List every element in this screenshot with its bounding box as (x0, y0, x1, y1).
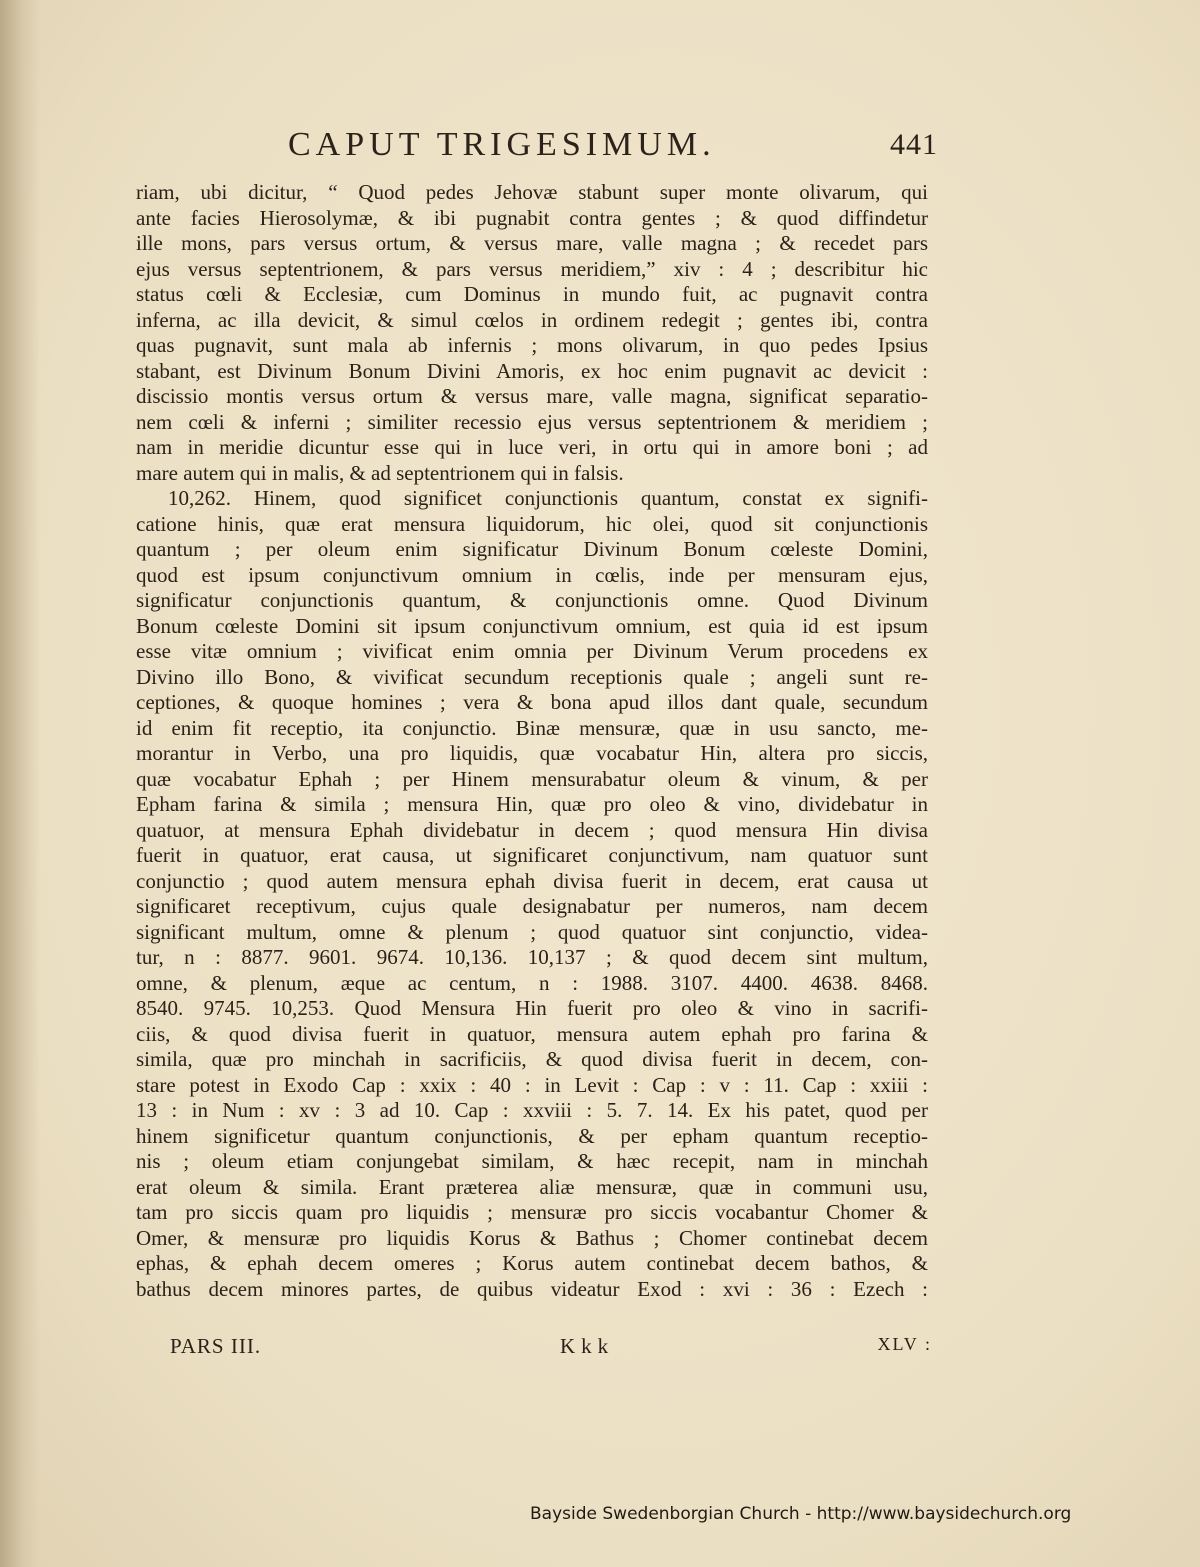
text-line: quatuor, at mensura Ephah dividebatur in decem ; quod mensura Hin divisa (136, 817, 928, 842)
page-number: 441 (890, 128, 938, 161)
text-line: omne, & plenum, æque ac centum, n : 1988. 3107. 4400. 4638. 8468. (136, 970, 928, 995)
text-line: 13 : in Num : xv : 3 ad 10. Cap : xxviii : 5. 7. 14. Ex his patet, quod per (136, 1098, 928, 1122)
text-line: ejus versus septentrionem, & pars versus meridiem,” xiv : 4 ; describitur hic (136, 256, 928, 281)
page-footer (170, 1334, 932, 1364)
text-line: discissio montis versus ortum & versus mare, valle magna, significat separatio- (136, 384, 928, 408)
text-line: tur, n : 8877. 9601. 9674. 10,136. 10,137 ; & quod decem sint multum, (136, 945, 928, 969)
text-line: quæ vocabatur Ephah ; per Hinem mensurabatur oleum & vinum, & per (136, 766, 928, 791)
text-line: riam, ubi dicitur, “ Quod pedes Jehovæ stabunt super monte olivarum, qui (136, 180, 928, 204)
text-line: morantur in Verbo, una pro liquidis, quæ vocabatur Hin, altera pro siccis, (136, 741, 928, 765)
text-line: status cœli & Ecclesiæ, cum Dominus in mundo fuit, ac pugnavit contra (136, 282, 928, 306)
text-line: hinem significetur quantum conjunctionis, & per epham quantum receptio- (136, 1123, 928, 1148)
text-line: bathus decem minores partes, de quibus videatur Exod : xvi : 36 : Ezech : (136, 1276, 928, 1301)
text-line: nem cœli & inferni ; similiter recessio ejus versus septentrionem & meridiem ; (136, 409, 928, 434)
text-line: significant multum, omne & plenum ; quod quatuor sint conjunctio, videa- (136, 919, 928, 944)
text-line: Divino illo Bono, & vivificat secundum receptionis quale ; angeli sunt re- (136, 664, 928, 689)
text-line: catione hinis, quæ erat mensura liquidorum, hic olei, quod sit conjunctionis (136, 511, 928, 536)
running-head: CAPUT TRIGESIMUM. (288, 126, 716, 163)
text-line: Bonum cœleste Domini sit ipsum conjunctivum omnium, est quia id est ipsum (136, 613, 928, 638)
signature-mark: Kkk (560, 1334, 615, 1358)
text-line: significaret receptivum, cujus quale designabatur per numeros, nam decem (136, 894, 928, 918)
text-line: nis ; oleum etiam conjungebat similam, & hæc recepit, nam in minchah (136, 1149, 928, 1173)
text-line: stabant, est Divinum Bonum Divini Amoris, ex hoc enim pugnavit ac devicit : (136, 358, 928, 383)
text-line: significatur conjunctionis quantum, & conjunctionis omne. Quod Divinum (136, 588, 928, 612)
text-line: conjunctio ; quod autem mensura ephah divisa fuerit in decem, erat causa ut (136, 868, 928, 893)
text-line: Epham farina & simila ; mensura Hin, quæ pro oleo & vino, dividebatur in (136, 792, 928, 816)
text-line: simila, quæ pro minchah in sacrificiis, & quod divisa fuerit in decem, con- (136, 1047, 928, 1071)
text-line: 8540. 9745. 10,253. Quod Mensura Hin fuerit pro oleo & vino in sacrifi- (136, 996, 928, 1020)
text-line: erat oleum & simila. Erant præterea aliæ mensuræ, quæ in communi usu, (136, 1174, 928, 1199)
text-line: esse vitæ omnium ; vivificat enim omnia per Divinum Verum procedens ex (136, 639, 928, 663)
text-line: ephas, & ephah decem omeres ; Korus autem continebat decem bathos, & (136, 1251, 928, 1275)
page-header (288, 126, 938, 166)
catchword: XLV : (877, 1334, 932, 1354)
text-line: quod est ipsum conjunctivum omnium in cœlis, inde per mensuram ejus, (136, 562, 928, 587)
paragraph-start-line: 10,262. Hinem, quod significet conjunctionis quantum, constat ex signifi- (168, 486, 928, 510)
text-line: Omer, & mensuræ pro liquidis Korus & Bathus ; Chomer continebat decem (136, 1225, 928, 1250)
text-line: id enim fit receptio, ita conjunctio. Binæ mensuræ, quæ in usu sancto, me- (136, 715, 928, 740)
source-watermark: Bayside Swedenborgian Church - http://www.baysidechurch.org (530, 1504, 1072, 1524)
part-signature: PARS III. (170, 1334, 262, 1358)
page-gutter-shadow (0, 0, 40, 1567)
text-line: quas pugnavit, sunt mala ab infernis ; mons olivarum, in quo pedes Ipsius (136, 333, 928, 357)
text-line: ceptiones, & quoque homines ; vera & bona apud illos dant quale, secundum (136, 690, 928, 714)
text-line: stare potest in Exodo Cap : xxix : 40 : in Levit : Cap : v : 11. Cap : xxiii : (136, 1072, 928, 1097)
text-line: mare autem qui in malis, & ad septentrionem qui in falsis. (136, 460, 624, 485)
text-line: ille mons, pars versus ortum, & versus mare, valle magna ; & recedet pars (136, 231, 928, 255)
text-line: ante facies Hierosolymæ, & ibi pugnabit contra gentes ; & quod diffindetur (136, 205, 928, 230)
text-line: quantum ; per oleum enim significatur Divinum Bonum cœleste Domini, (136, 537, 928, 561)
body-text (136, 180, 928, 1302)
text-line: nam in meridie dicuntur esse qui in luce veri, in ortu qui in amore boni ; ad (136, 435, 928, 459)
text-line: tam pro siccis quam pro liquidis ; mensuræ pro siccis vocabantur Chomer & (136, 1200, 928, 1224)
text-line: ciis, & quod divisa fuerit in quatuor, mensura autem ephah pro farina & (136, 1021, 928, 1046)
text-line: inferna, ac illa devicit, & simul cœlos in ordinem redegit ; gentes ibi, contra (136, 307, 928, 332)
text-line: fuerit in quatuor, erat causa, ut significaret conjunctivum, nam quatuor sunt (136, 843, 928, 867)
